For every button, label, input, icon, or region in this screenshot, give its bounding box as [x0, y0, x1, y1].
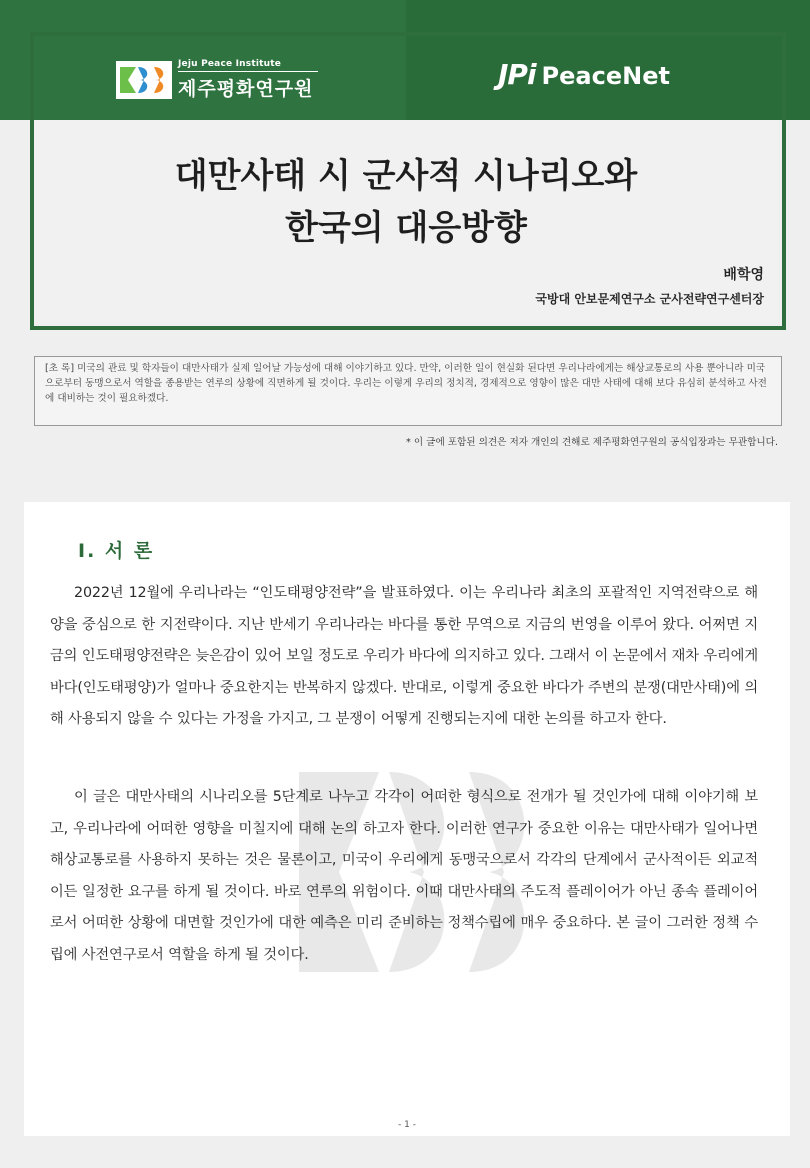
logo-korean-name: 제주평화연구원: [178, 78, 314, 100]
document-title: [34, 150, 778, 254]
title-line-1: 대만사태 시 군사적 시나리오와: [174, 156, 638, 196]
jeju-peace-institute-logo[interactable]: [116, 60, 318, 100]
content-area: [24, 502, 790, 1136]
title-line-2: 한국의 대응방향: [285, 208, 527, 248]
author-name: 배학영: [723, 267, 764, 283]
logo-peacenet-text: PeaceNet: [541, 62, 670, 90]
body-paragraph-2: 이 글은 대만사태의 시나리오를 5단계로 나누고 각각이 어떠한 형식으로 전개가 될 것인가에 대해 이야기해 보고, 우리나라에 어떠한 영향을 미칠지에 대해 논의 하고자 한다. 이러한 연구가 중요한 이유는 대만사태가 일어나면 해상교통로를 사용하지 못하는 것은 물론이고, 미국이 우리에게 동맹국으로서 각각의 단계에서 군사적이든 외교적이든 일정한 요구를 하게 될 것이다. 바로 연루의 위험이다. 이때 대만사태의 주도적 플레이어가 아닌 종속 플레이어로서 어떠한 상황에 대면할 것인가에 대한 예측은 미리 준비하는 정책수립에 매우 중요하다. 본 글이 그러한 정책 수립에 사전연구로서 역할을 하게 될 것이다.: [50, 789, 758, 963]
peacenet-logo[interactable]: [498, 58, 670, 91]
logo-english-name: Jeju Peace Institute: [178, 59, 318, 72]
jpi-emblem-icon: [116, 61, 172, 99]
abstract-box: [초 록] 미국의 관료 및 학자들이 대만사태가 실제 일어날 가능성에 대해 이야기하고 있다. 만약, 이러한 일이 현실화 된다면 우리나라에게는 해상교통로의 사용 뿐아니라 미국으로부터 동맹으로서 역할을 종용받는 연루의 상황에 직면하게 될 것이다. 우리는 이렇게 우리의 정치적, 경제적으로 영향이 많은 대만 사태에 대해 보다 유심히 분석하고 사전에 대비하는 것이 필요하겠다.: [34, 356, 782, 426]
author-affiliation: 국방대 안보문제연구소 군사전략연구센터장: [535, 292, 764, 306]
page-number: - 1 -: [398, 1120, 416, 1130]
disclaimer-note: * 이 글에 포함된 의견은 저자 개인의 견해로 제주평화연구원의 공식입장과는 무관합니다.: [406, 437, 778, 448]
section-heading: Ⅰ. 서 론: [78, 540, 155, 562]
body-paragraph-1: 2022년 12월에 우리나라는 “인도태평양전략”을 발표하였다. 이는 우리나라 최초의 포괄적인 지역전략으로 해양을 중심으로 한 지전략이다. 지난 반세기 우리나라는 바다를 통한 무역으로 지금의 번영을 이루어 왔다. 어쩌면 지금의 인도태평양전략은 늦은감이 있어 보일 정도로 우리가 바다에 의지하고 있다. 그래서 이 논문에서 재차 우리에게 바다(인도태평양)가 얼마나 중요한지는 반복하지 않겠다. 반대로, 이렇게 중요한 바다가 주변의 분쟁(대만사태)에 의해 사용되지 않을 수 있다는 가정을 가지고, 그 분쟁이 어떻게 진행되는지에 대한 논의를 하고자 한다.: [50, 585, 758, 727]
logo-jpi-text: JPi: [498, 58, 536, 91]
